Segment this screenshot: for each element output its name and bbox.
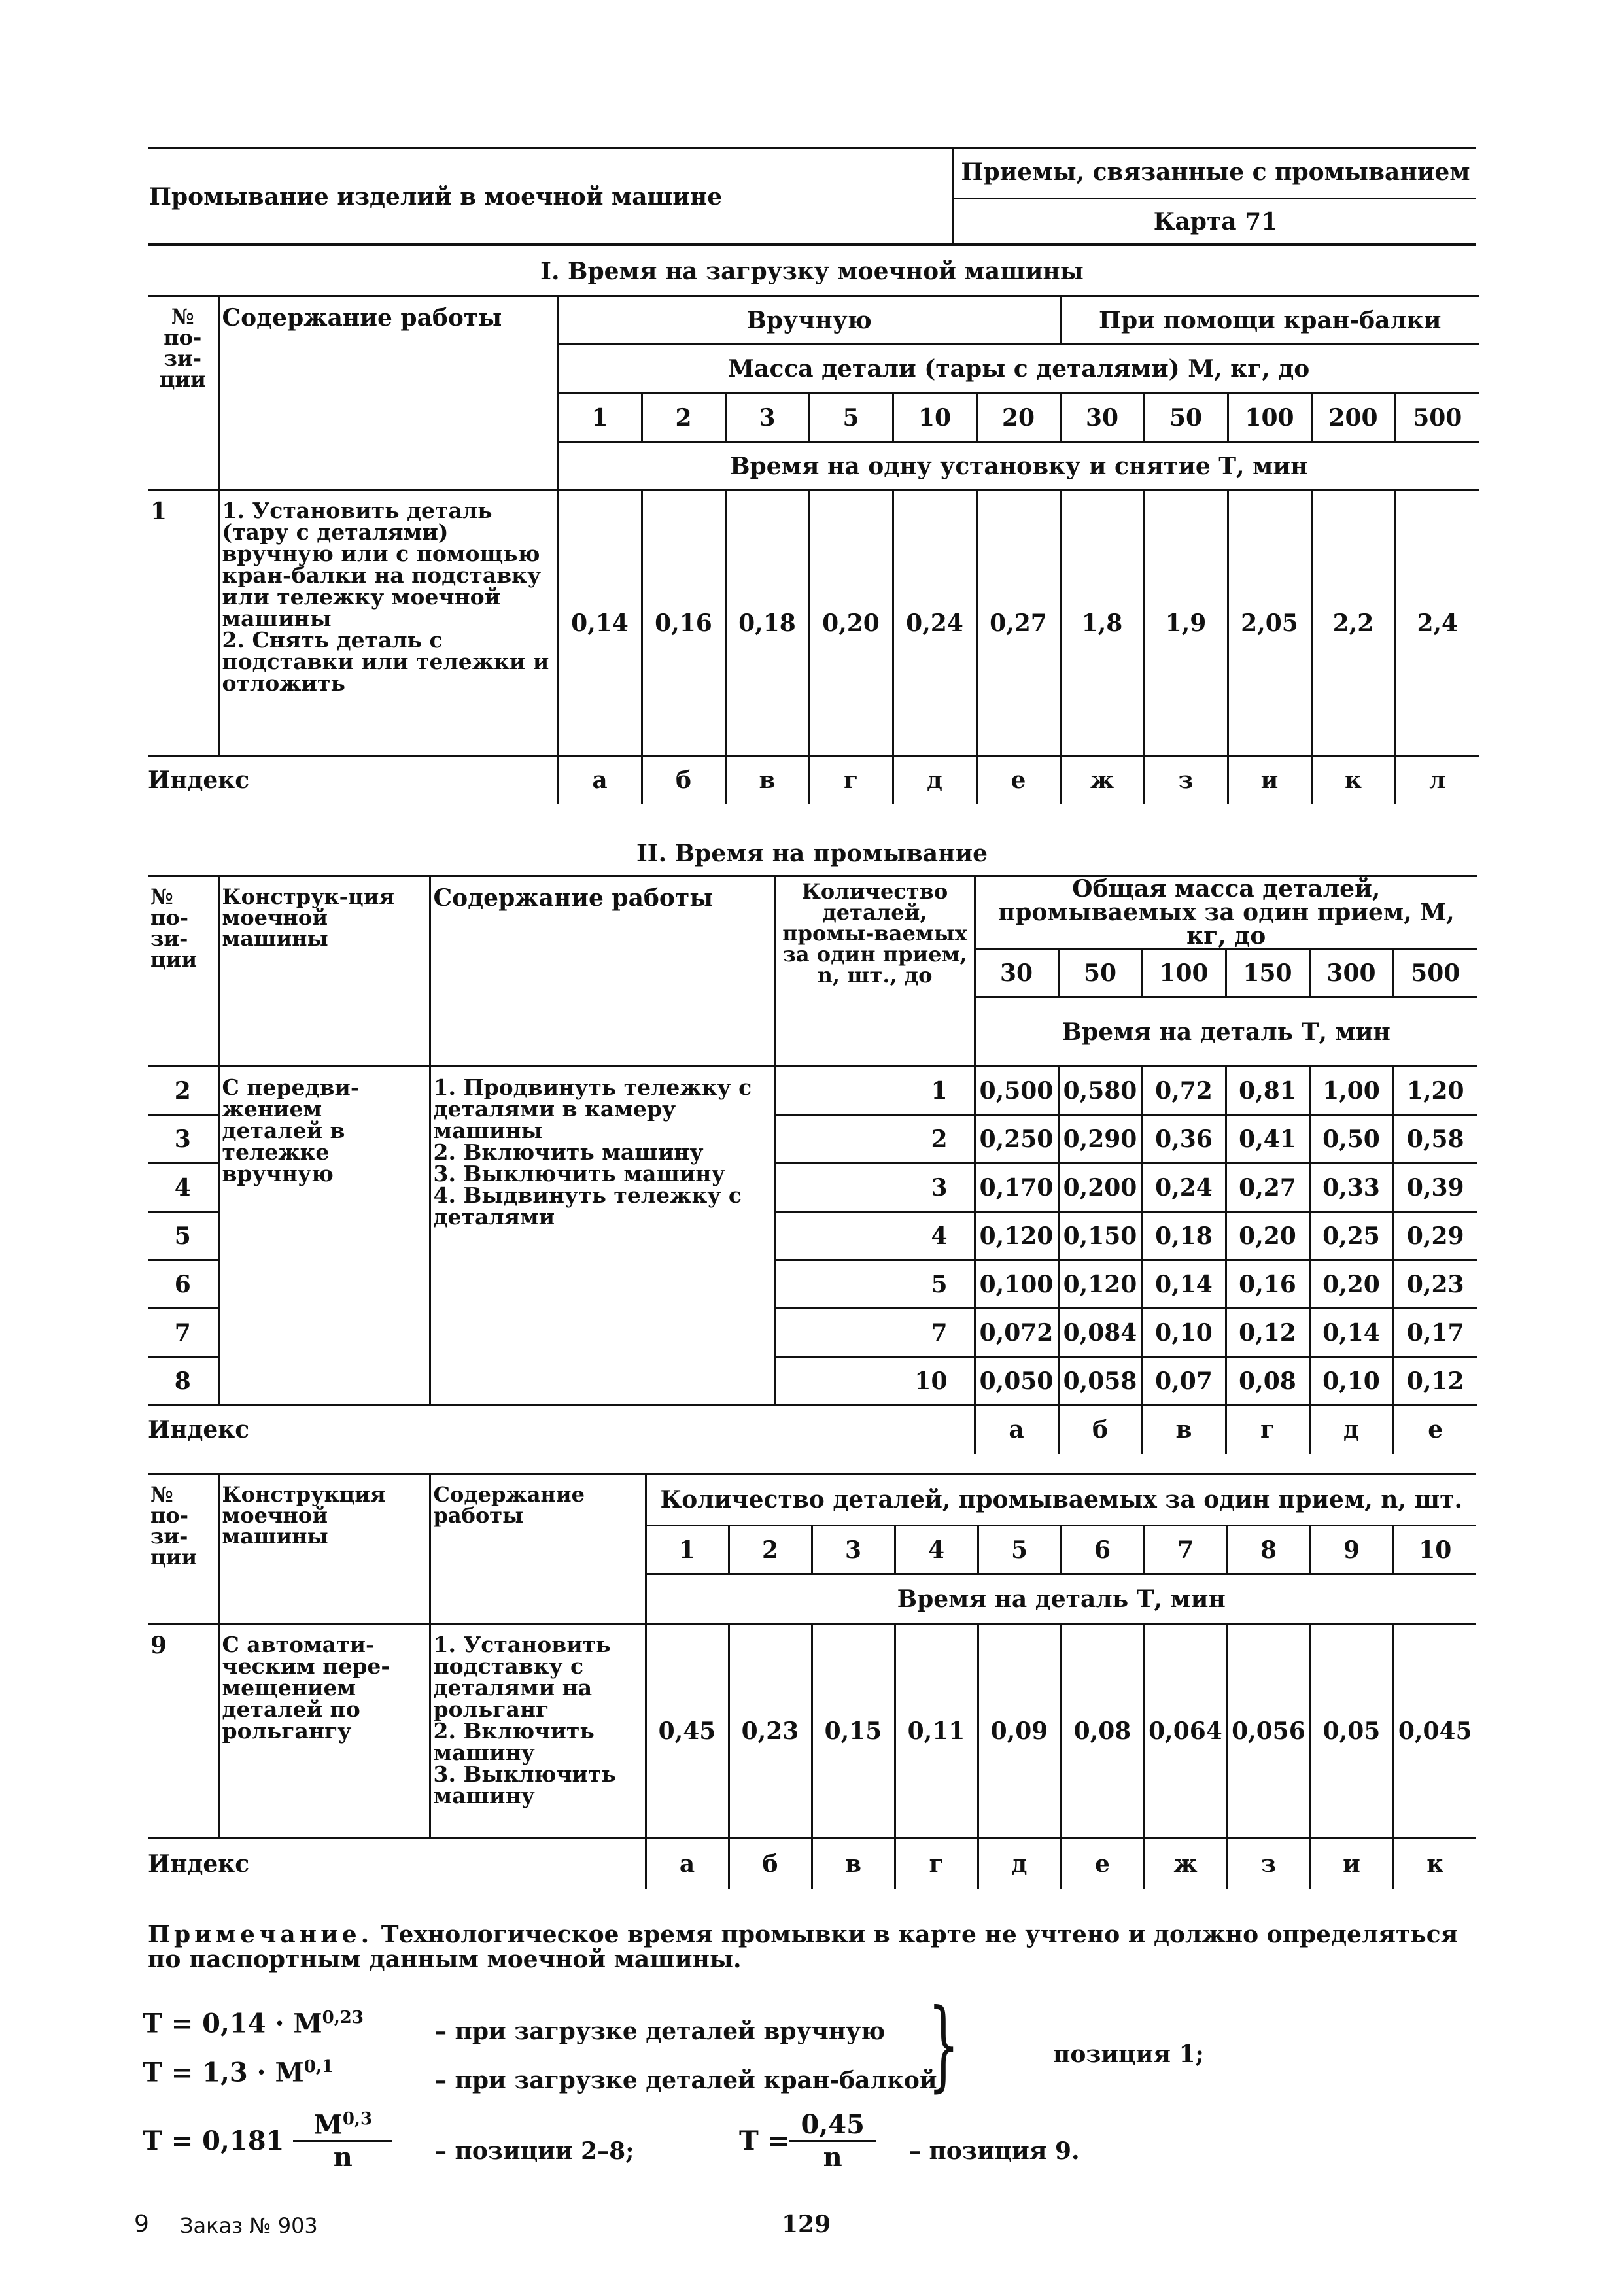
mass-value: 20 [976,393,1060,443]
time-value: 0,27 [1226,1164,1309,1212]
time-value: 0,05 [1310,1624,1393,1838]
index-letter: б [729,1838,812,1889]
top-rule [148,147,1476,149]
index-letter: в [1142,1405,1226,1454]
time-value: 0,10 [1309,1357,1393,1405]
position-number: 3 [148,1115,218,1164]
time-value: 0,12 [1226,1309,1309,1357]
time-value: 0,580 [1058,1067,1142,1115]
count-value: 4 [895,1526,978,1574]
time-value: 0,250 [975,1115,1058,1164]
mass-value: 300 [1309,949,1393,997]
index-letter: к [1311,757,1395,804]
page-number: 129 [782,2211,831,2238]
formula-lhs: Т = 0,14 · М [143,2008,322,2039]
time-value: 0,08 [1061,1624,1144,1838]
group-header-manual: Вручную [558,296,1060,345]
formula-crane [143,2057,334,2088]
time-value: 1,9 [1144,490,1228,757]
count-value: 7 [775,1309,975,1357]
automatic-washing-table [148,1473,1476,1889]
time-value: 0,23 [1393,1260,1477,1309]
mass-value: 50 [1144,393,1228,443]
time-value: 0,12 [1393,1357,1477,1405]
index-letter: ж [1144,1838,1227,1889]
time-value: 0,120 [1058,1260,1142,1309]
index-letter: и [1310,1838,1393,1889]
count-value: 5 [978,1526,1061,1574]
time-value: 0,170 [975,1164,1058,1212]
time-value: 0,084 [1058,1309,1142,1357]
position-number: 7 [148,1309,218,1357]
col-header-count: Количество деталей, промы-ваемых за один прием, n, шт., до [775,876,975,1067]
work-content: 1. Установить подставку с деталями на рольганг 2. Включить машину 3. Выключить машину [430,1624,646,1838]
time-value: 0,100 [975,1260,1058,1309]
washing-time-table [148,875,1477,1454]
mass-header: Масса детали (тары с деталями) М, кг, до [558,345,1479,393]
index-letter: и [1228,757,1311,804]
exponent: 0,3 [342,2109,373,2129]
time-value: 0,20 [1226,1212,1309,1260]
formula-crane-desc: – при загрузке деталей кран-балкой [435,2067,937,2094]
count-value: 6 [1061,1526,1144,1574]
time-value: 0,18 [725,490,809,757]
denominator: n [333,2142,353,2173]
index-letter: в [725,757,809,804]
col-header-content: Содержание работы [218,296,558,490]
mass-value: 100 [1228,393,1311,443]
construction: С автомати-ческим пере-мещением деталей по рольгангу [218,1624,430,1838]
index-letter: а [646,1838,729,1889]
index-letter: е [976,757,1060,804]
card-number: Карта 71 [1153,208,1278,235]
time-value: 0,15 [812,1624,895,1838]
count-value: 7 [1144,1526,1227,1574]
col-header-construction: Конструкция моечной машины [218,1474,430,1624]
formula-manual-desc: – при загрузке деталей вручную [435,2018,886,2045]
count-value: 2 [729,1526,812,1574]
mass-value: 50 [1058,949,1142,997]
time-header: Время на одну установку и снятие Т, мин [558,443,1479,490]
mass-value: 2 [642,393,725,443]
index-label: Индекс [148,757,558,804]
time-value: 0,058 [1058,1357,1142,1405]
col-header-position: № по-зи-ции [148,1474,218,1624]
formula-position-1: позиция 1; [1053,2041,1204,2068]
time-value: 0,14 [1309,1309,1393,1357]
time-value: 0,050 [975,1357,1058,1405]
time-value: 0,50 [1309,1115,1393,1164]
work-content: 1. Продвинуть тележку с деталями в камеру машины 2. Включить машину 3. Выключить машину 4. Выдвинуть тележку с деталями [430,1067,775,1405]
card-title: Промывание изделий в моечной машине [149,183,723,211]
count-value: 9 [1310,1526,1393,1574]
index-letter: а [558,757,642,804]
index-letter: к [1393,1838,1476,1889]
time-value: 0,20 [1309,1260,1393,1309]
time-value: 0,120 [975,1212,1058,1260]
formula-positions-2-8-desc: – позиции 2–8; [435,2137,634,2165]
mass-value: 500 [1395,393,1479,443]
time-value: 0,072 [975,1309,1058,1357]
index-letter: г [1226,1405,1309,1454]
index-letter: л [1395,757,1479,804]
time-value: 0,24 [893,490,976,757]
formula-manual [143,2008,364,2039]
time-value: 0,27 [976,490,1060,757]
col-header-construction: Конструк-ция моечной машины [218,876,430,1067]
index-letter: ж [1060,757,1144,804]
time-value: 0,45 [646,1624,729,1838]
footer-sheet: 9 [134,2211,149,2237]
time-value: 0,16 [1226,1260,1309,1309]
mass-value: 30 [975,949,1058,997]
index-letter: д [978,1838,1061,1889]
position-number: 2 [148,1067,218,1115]
mass-value: 5 [809,393,893,443]
group-header-crane: При помощи кран-балки [1060,296,1479,345]
index-letter: б [1058,1405,1142,1454]
mass-value: 100 [1142,949,1226,997]
mass-value: 10 [893,393,976,443]
time-value: 0,290 [1058,1115,1142,1164]
count-value: 3 [775,1164,975,1212]
position-number: 5 [148,1212,218,1260]
fraction [293,2109,392,2173]
index-label: Индекс [148,1838,646,1889]
count-value: 10 [775,1357,975,1405]
formula-lhs: Т = [739,2126,790,2156]
brace: } [927,1988,959,2102]
col-header-position: № по-зи-ции [148,876,218,1067]
formula-position-9-desc: – позиция 9. [909,2137,1080,2165]
mass-value: 200 [1311,393,1395,443]
header-bottom-rule [148,243,1476,246]
time-value: 2,4 [1395,490,1479,757]
note-label: Примечание. [148,1921,373,1948]
time-value: 0,150 [1058,1212,1142,1260]
formula-exponent: 0,1 [303,2057,334,2077]
header-divider [952,147,954,245]
time-value: 0,39 [1393,1164,1477,1212]
mass-value: 1 [558,393,642,443]
construction: С передви-жением деталей в тележке вручную [218,1067,430,1405]
numerator: М [313,2109,343,2141]
fraction [789,2109,876,2173]
count-value: 4 [775,1212,975,1260]
time-value: 0,045 [1393,1624,1476,1838]
time-value: 0,72 [1142,1067,1226,1115]
formula-lhs: Т = 0,181 [143,2126,285,2157]
col-header-content: Содержание работы [430,1474,646,1624]
footer-order: Заказ № 903 [180,2213,318,2238]
index-letter: е [1393,1405,1477,1454]
time-value: 0,10 [1142,1309,1226,1357]
time-value: 0,58 [1393,1115,1477,1164]
time-value: 0,07 [1142,1357,1226,1405]
time-value: 0,14 [558,490,642,757]
count-value: 5 [775,1260,975,1309]
time-value: 0,18 [1142,1212,1226,1260]
index-letter: б [642,757,725,804]
position-number: 1 [148,490,218,757]
time-value: 0,41 [1226,1115,1309,1164]
col-header-position: № по-зи-ции [148,296,218,490]
time-value: 0,200 [1058,1164,1142,1212]
note [148,1923,1476,1973]
count-value: 3 [812,1526,895,1574]
time-value: 0,24 [1142,1164,1226,1212]
index-letter: д [893,757,976,804]
time-value: 0,056 [1227,1624,1310,1838]
col-header-content: Содержание работы [430,876,775,1067]
mass-value: 500 [1393,949,1477,997]
work-content: 1. Установить деталь (тару с деталями) вручную или с помощью кран-балки на подставку или тележку моечной машины 2. Снять деталь с подставки или тележки и отложить [218,490,558,757]
section2-title: II. Время на промывание [636,840,988,867]
loading-time-table [148,295,1479,804]
index-letter: г [809,757,893,804]
mass-value: 30 [1060,393,1144,443]
count-value: 8 [1227,1526,1310,1574]
count-value: 10 [1393,1526,1476,1574]
count-value: 1 [775,1067,975,1115]
formula-position-9 [739,2109,876,2173]
time-value: 0,064 [1144,1624,1227,1838]
index-letter: г [895,1838,978,1889]
index-letter: а [975,1405,1058,1454]
position-number: 8 [148,1357,218,1405]
time-value: 1,8 [1060,490,1144,757]
position-number: 4 [148,1164,218,1212]
formula-exponent: 0,23 [322,2008,364,2027]
formula-positions-2-8 [143,2109,392,2173]
count-header: Количество деталей, промываемых за один прием, n, шт. [646,1474,1476,1526]
time-value: 0,29 [1393,1212,1477,1260]
time-value: 0,36 [1142,1115,1226,1164]
position-number: 9 [148,1624,218,1838]
mass-value: 150 [1226,949,1309,997]
time-value: 0,09 [978,1624,1061,1838]
index-letter: з [1144,757,1228,804]
time-value: 0,11 [895,1624,978,1838]
table-row [148,1067,1477,1115]
time-value: 0,25 [1309,1212,1393,1260]
time-value: 0,14 [1142,1260,1226,1309]
time-value: 0,20 [809,490,893,757]
denominator: n [823,2142,842,2173]
index-letter: в [812,1838,895,1889]
note-text: Технологическое время промывки в карте не учтено и должно определяться по паспортным данным моечной машины. [148,1921,1459,1973]
time-value: 0,33 [1309,1164,1393,1212]
time-value: 0,81 [1226,1067,1309,1115]
count-value: 2 [775,1115,975,1164]
time-value: 0,17 [1393,1309,1477,1357]
time-value: 1,00 [1309,1067,1393,1115]
time-value: 0,500 [975,1067,1058,1115]
card-category: Приемы, связанные с промыванием [961,158,1470,186]
numerator: 0,45 [789,2109,876,2142]
time-value: 1,20 [1393,1067,1477,1115]
time-value: 2,2 [1311,490,1395,757]
time-value: 2,05 [1228,490,1311,757]
position-number: 6 [148,1260,218,1309]
index-letter: е [1061,1838,1144,1889]
index-letter: д [1309,1405,1393,1454]
index-letter: з [1227,1838,1310,1889]
time-value: 0,23 [729,1624,812,1838]
index-label: Индекс [148,1405,975,1454]
header-rule [954,198,1476,199]
time-value: 0,08 [1226,1357,1309,1405]
count-value: 1 [646,1526,729,1574]
time-header: Время на деталь Т, мин [975,997,1477,1067]
formula-lhs: Т = 1,3 · М [143,2057,304,2088]
section1-title: I. Время на загрузку моечной машины [540,258,1084,285]
mass-value: 3 [725,393,809,443]
time-header: Время на деталь Т, мин [646,1574,1476,1624]
mass-header: Общая масса деталей, промываемых за один прием, М, кг, до [975,876,1477,949]
time-value: 0,16 [642,490,725,757]
